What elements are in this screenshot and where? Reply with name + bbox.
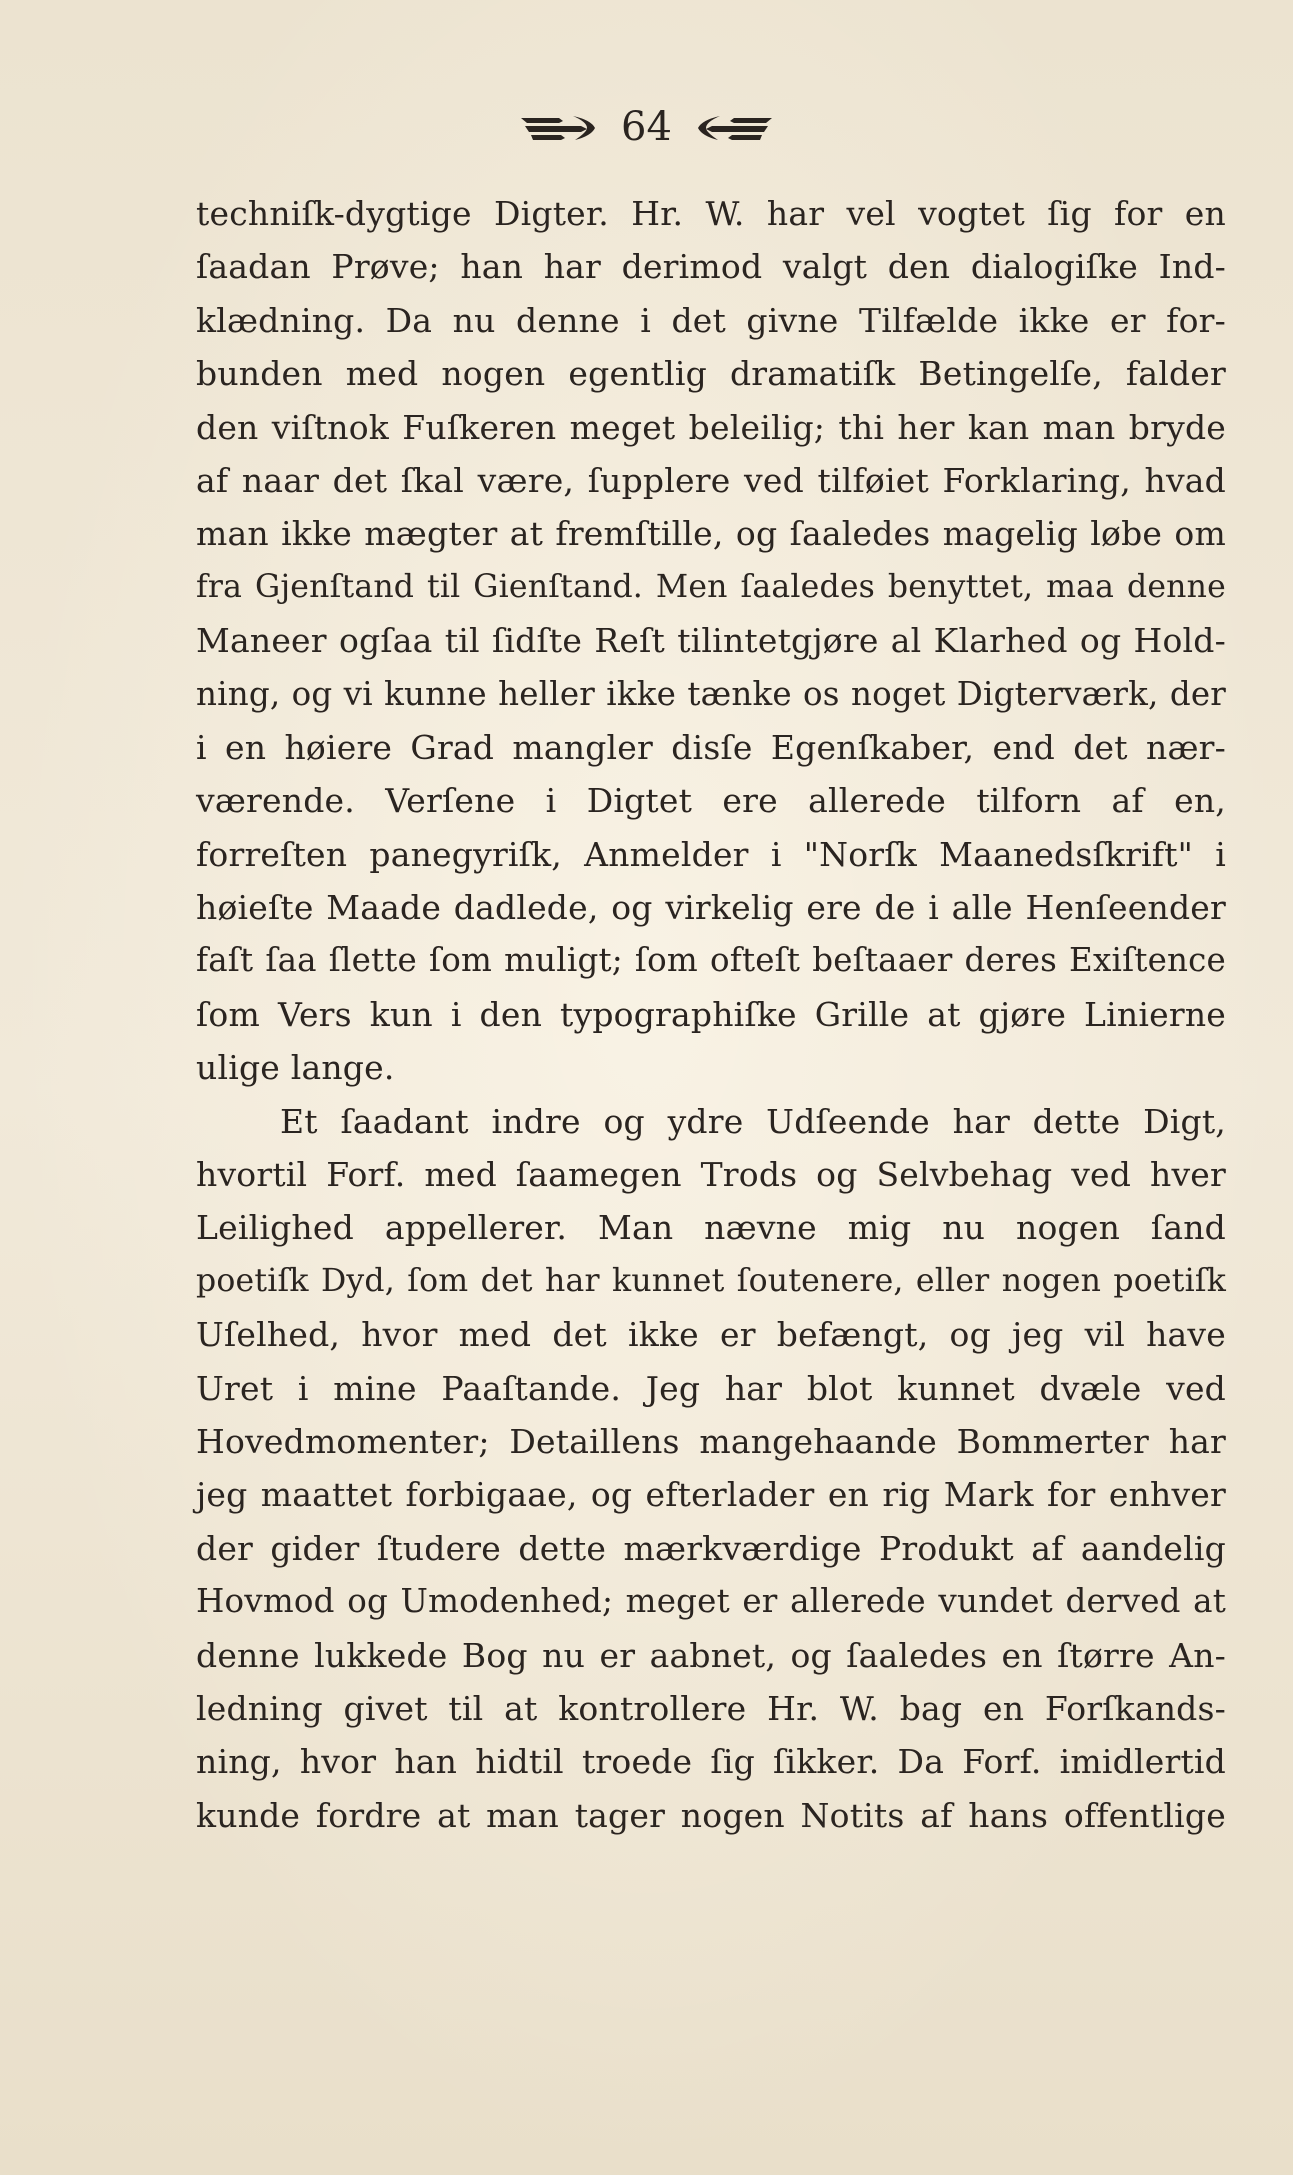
text-line: Hovmod og Umodenhed; meget er allerede vundet derved at: [196, 1582, 1226, 1621]
text-line: fra Gjenſtand til Gienſtand. Men ſaaledes benyttet, maa denne: [196, 568, 1226, 605]
text-line: ning, hvor han hidtil troede ſig ſikker. Da Forf. imidlertid: [196, 1742, 1226, 1782]
page-header: [0, 92, 1293, 162]
text-line: bunden med nogen egentlig dramatiſk Betingelſe, falder: [196, 354, 1226, 394]
text-line: ulige lange.: [196, 1048, 395, 1088]
text-line: klædning. Da nu denne i det givne Tilfælde ikke er for-: [196, 300, 1226, 340]
text-line: Et ſaadant indre og ydre Udſeende har dette Digt,: [280, 1101, 1226, 1141]
text-line: den viſtnok Fuſkeren meget beleilig; thi her kan man bryde: [196, 407, 1226, 447]
text-line: høieſte Maade dadlede, og virkelig ere de i alle Henſeender: [196, 888, 1226, 928]
text-line: jeg maattet forbigaae, og efterlader en rig Mark for enhver: [196, 1475, 1226, 1515]
text-line: poetiſk Dyd, ſom det har kunnet ſoutenere, eller nogen poetiſk: [196, 1262, 1226, 1299]
text-line: man ikke mægter at fremſtille, og ſaaledes magelig løbe om: [196, 514, 1226, 554]
text-line: Leilighed appellerer. Man nævne mig nu nogen ſand: [196, 1208, 1226, 1248]
text-line: i en høiere Grad mangler disſe Egenſkaber, end det nær-: [196, 727, 1226, 767]
text-line: der gider ſtudere dette mærkværdige Produkt af aandelig: [196, 1528, 1226, 1568]
right-ornament-icon: [694, 110, 774, 144]
text-line: ledning givet til at kontrollere Hr. W. bag en Forſkands-: [196, 1688, 1226, 1728]
text-line: techniſk-dygtige Digter. Hr. W. har vel vogtet ſig for en: [196, 194, 1226, 233]
text-line: hvortil Forf. med ſaamegen Trods og Selvbehag ved hver: [196, 1155, 1226, 1195]
text-line: ſom Vers kun i den typographiſke Grille at gjøre Linierne: [196, 994, 1226, 1034]
text-line: af naar det ſkal være, ſupplere ved tilføiet Forklaring, hvad: [196, 460, 1226, 500]
left-ornament-icon: [519, 110, 599, 144]
text-line: Maneer ogſaa til ſidſte Reſt tilintetgjøre al Klarhed og Hold-: [196, 621, 1226, 661]
text-line: denne lukkede Bog nu er aabnet, og ſaaledes en ſtørre An-: [196, 1635, 1226, 1675]
text-line: Uret i mine Paaſtande. Jeg har blot kunnet dvæle ved: [196, 1368, 1226, 1408]
text-line: forreſten panegyriſk, Anmelder i "Norſk Maanedsſkrift" i: [196, 834, 1226, 874]
text-line: faſt ſaa ſlette ſom muligt; ſom ofteſt beſtaaer deres Exiſtence: [196, 941, 1226, 980]
text-line: kunde fordre at man tager nogen Notits af hans offentlige: [196, 1795, 1226, 1835]
body-text: [196, 187, 1226, 1842]
page-number: 64: [621, 104, 672, 150]
text-line: ning, og vi kunne heller ikke tænke os noget Digterværk, der: [196, 674, 1226, 713]
text-line: Uſelhed, hvor med det ikke er befængt, og jeg vil have: [196, 1315, 1226, 1355]
text-line: Hovedmomenter; Detaillens mangehaande Bommerter har: [196, 1421, 1226, 1461]
text-line: ſaadan Prøve; han har derimod valgt den dialogiſke Ind-: [196, 247, 1226, 287]
text-line: værende. Verſene i Digtet ere allerede tilforn af en,: [196, 781, 1226, 821]
